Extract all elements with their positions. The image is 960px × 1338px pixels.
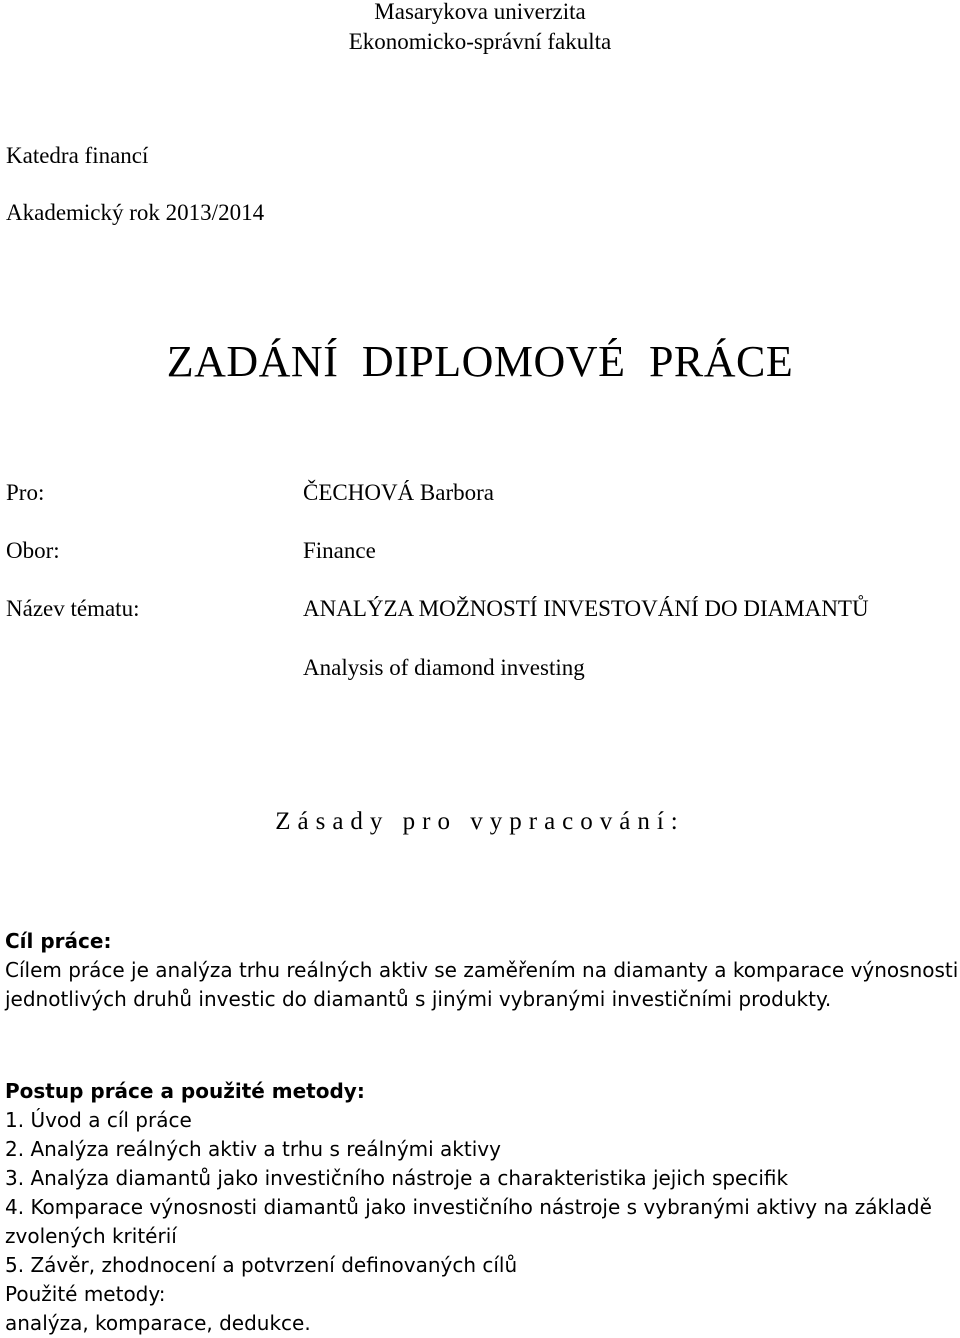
student-label: Pro: — [6, 480, 45, 505]
procedure-step-1: 1. Úvod a cíl práce — [5, 1108, 192, 1132]
field-label: Obor: — [6, 538, 60, 563]
procedure-step-2: 2. Analýza reálných aktiv a trhu s reálnými aktivy — [5, 1137, 501, 1161]
department-name: Katedra financí — [6, 143, 149, 168]
topic-value: ANALÝZA MOŽNOSTÍ INVESTOVÁNÍ DO DIAMANTŮ — [303, 596, 869, 621]
procedure-step-3: 3. Analýza diamantů jako investičního nástroje a charakteristika jejich specifik — [5, 1166, 789, 1190]
methods-value: analýza, komparace, dedukce. — [5, 1311, 311, 1335]
university-name: Masarykova univerzita — [374, 0, 586, 24]
academic-year: Akademický rok 2013/2014 — [6, 200, 265, 225]
goal-heading: Cíl práce: — [5, 929, 112, 953]
goal-line-1: Cílem práce je analýza trhu reálných aktiv se zaměřením na diamanty a komparace výnosnosti — [5, 958, 959, 982]
topic-english: Analysis of diamond investing — [303, 655, 585, 680]
procedure-section — [5, 1077, 960, 1338]
faculty-name: Ekonomicko-správní fakulta — [348, 29, 612, 54]
student-value: ČECHOVÁ Barbora — [303, 480, 494, 505]
document-title: ZADÁNÍ DIPLOMOVÉ PRÁCE — [166, 337, 794, 386]
procedure-step-5: 5. Závěr, zhodnocení a potvrzení definovaných cílů — [5, 1253, 518, 1277]
field-value: Finance — [303, 538, 376, 563]
topic-label: Název tématu: — [6, 596, 140, 621]
procedure-heading: Postup práce a použité metody: — [5, 1079, 365, 1103]
goal-section — [5, 927, 960, 1014]
goal-line-2: jednotlivých druhů investic do diamantů s jinými vybranými investičními produkty. — [5, 987, 832, 1011]
methods-label: Použité metody: — [5, 1282, 166, 1306]
principles-heading: Zásady pro vypracování: — [275, 808, 685, 835]
procedure-step-4-line-2: zvolených kritérií — [5, 1224, 177, 1248]
procedure-step-4-line-1: 4. Komparace výnosnosti diamantů jako investičního nástroje s vybranými aktivy na základě — [5, 1195, 932, 1219]
